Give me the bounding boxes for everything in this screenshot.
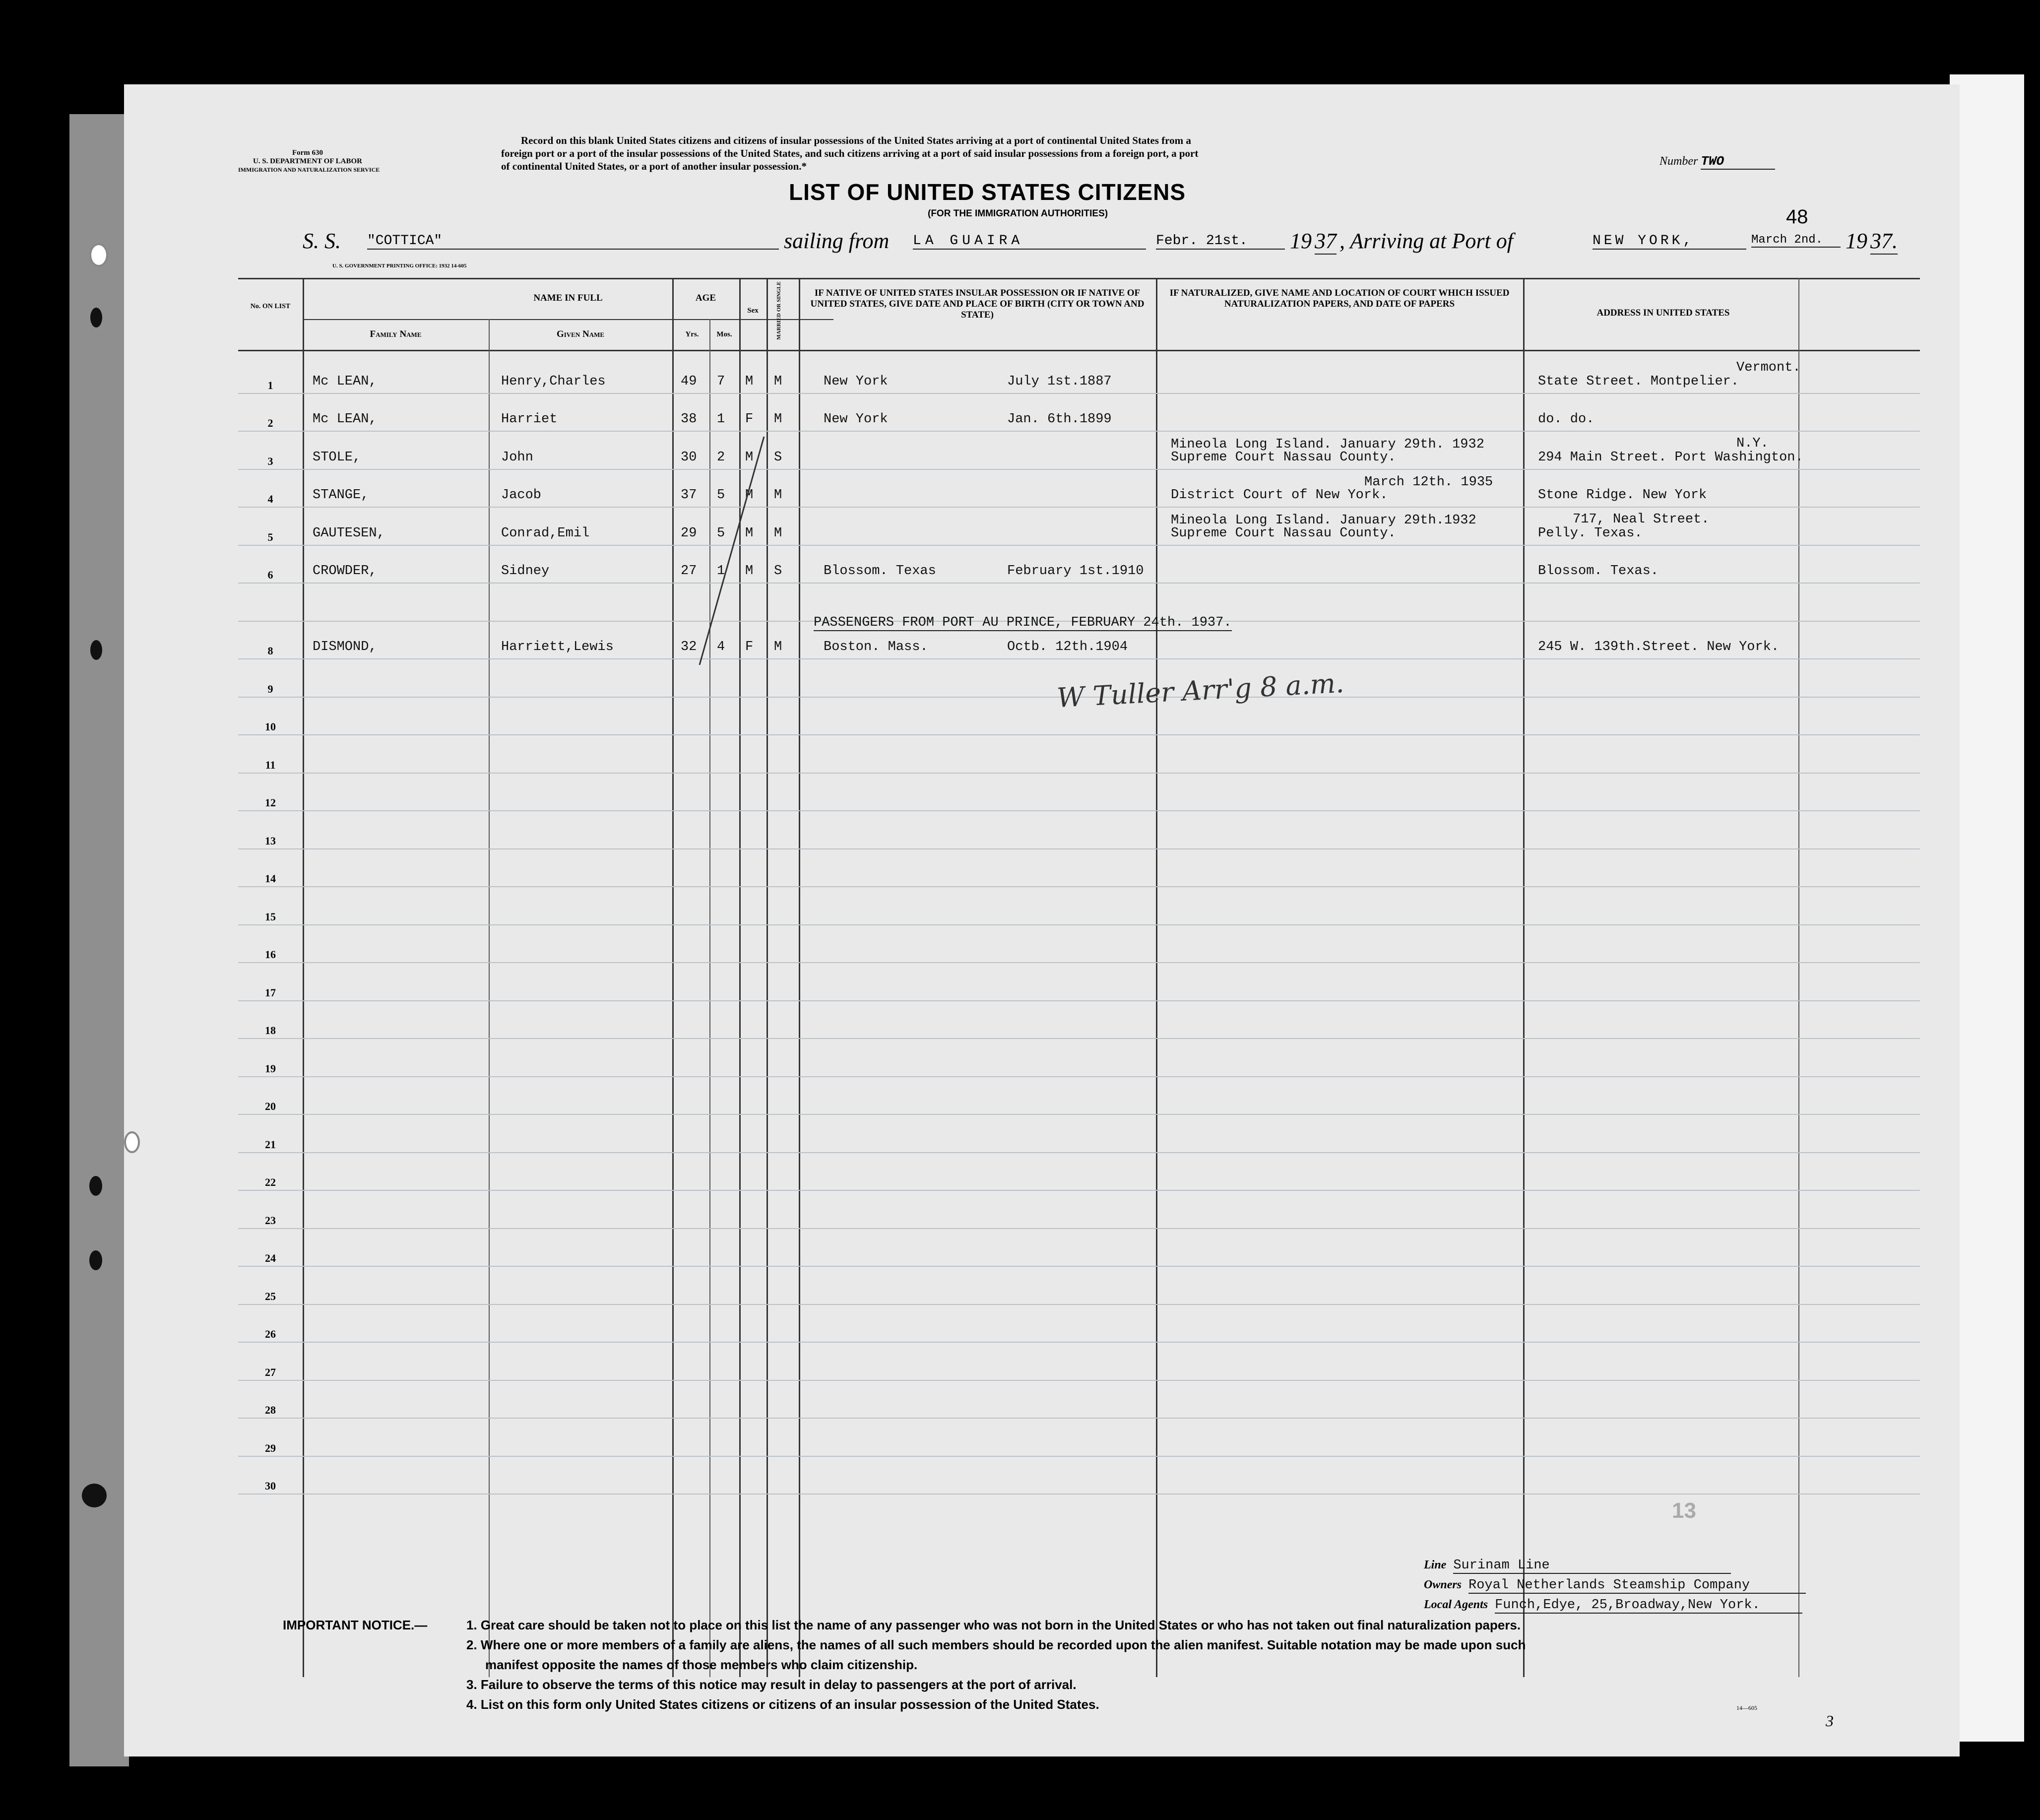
header-married-single: MARRIED OR SINGLE	[776, 281, 782, 340]
arrival-year: 37.	[1870, 228, 1898, 255]
binder-hole	[90, 308, 102, 327]
number-label: Number	[1659, 155, 1698, 168]
corner-mark: 3	[1826, 1712, 1834, 1730]
entry-mos: 2	[717, 450, 725, 465]
row-rule	[238, 962, 1920, 963]
row-rule	[238, 431, 1920, 432]
depart-date: Febr. 21st.	[1156, 233, 1285, 250]
entry-yrs: 37	[681, 488, 697, 503]
name-subheader-line	[303, 319, 833, 320]
notice-item: 4. List on this form only United States citizens or citizens of an insular possession of the United States.	[466, 1697, 1099, 1712]
entry-mos: 7	[717, 374, 725, 389]
row-number: 24	[265, 1252, 276, 1264]
row-rule	[238, 393, 1920, 394]
row-rule	[238, 1190, 1920, 1191]
arrival-date: March 2nd.	[1751, 233, 1841, 248]
row-number: 20	[265, 1100, 276, 1112]
row-rule	[238, 1494, 1920, 1495]
row-number: 16	[265, 948, 276, 961]
entry-nat2: District Court of New York.	[1171, 488, 1388, 503]
row-rule	[238, 1114, 1920, 1115]
entry-birth-date: Jan. 6th.1899	[1007, 412, 1112, 427]
entry-addr1: Vermont.	[1736, 360, 1801, 375]
entry-yrs: 32	[681, 640, 697, 654]
entry-sex: M	[745, 564, 754, 579]
entry-family: STOLE,	[313, 450, 361, 465]
entry-addr2: Stone Ridge. New York	[1538, 488, 1707, 503]
header-yrs: Yrs.	[685, 330, 699, 338]
entry-ms: M	[774, 412, 782, 427]
entry-ms: S	[774, 564, 782, 579]
owners-label: Owners	[1424, 1578, 1462, 1591]
entry-family: GAUTESEN,	[313, 525, 385, 541]
row-rule	[238, 469, 1920, 470]
stamp-number: 13	[1672, 1498, 1696, 1523]
row-number: 3	[267, 455, 273, 467]
row-number: 30	[265, 1480, 276, 1492]
notice-item: 1. Great care should be taken not to place on this list the name of any passenger who was not born in the United States or who has not taken out final naturalization papers.	[466, 1618, 1521, 1632]
entry-addr1: 717, Neal Street.	[1573, 512, 1710, 527]
ss-label: S. S.	[303, 229, 341, 253]
row-rule	[238, 1380, 1920, 1381]
row-rule	[238, 1266, 1920, 1267]
arrival-port: NEW YORK,	[1593, 233, 1746, 250]
instruction-line: foreign port or a port of the insular possessions of the United States, and such citizens arriving at a port of said insular possessions from a foreign port, a port	[501, 147, 1199, 159]
entry-family: DISMOND,	[313, 640, 377, 654]
row-number: 2	[267, 417, 273, 429]
handwritten-note: W Tuller Arr'g 8 a.m.	[1056, 667, 1345, 714]
arriving-label: , Arriving at Port of	[1339, 229, 1513, 253]
row-number: 4	[267, 493, 273, 505]
tick-marks	[695, 432, 769, 670]
manifest-page	[124, 84, 1960, 1756]
entry-sex: F	[745, 412, 754, 427]
col-divider	[799, 278, 800, 1677]
row-number: 29	[265, 1441, 276, 1454]
footer-agents	[1424, 1598, 1802, 1614]
entry-birth-date: Octb. 12th.1904	[1007, 640, 1128, 654]
header-naturalized: IF NATURALIZED, GIVE NAME AND LOCATION OF COURT WHICH ISSUED NATURALIZATION PAPERS, AND DATE OF PAPERS	[1169, 288, 1510, 309]
row-number: 9	[267, 682, 273, 695]
entry-ms: M	[774, 525, 782, 541]
entry-mos: 4	[717, 640, 725, 654]
row-rule	[238, 1342, 1920, 1343]
row-rule	[238, 507, 1920, 508]
entry-yrs: 27	[681, 564, 697, 579]
row-rule	[238, 1038, 1920, 1039]
page-title: LIST OF UNITED STATES CITIZENS	[789, 179, 1186, 205]
service: IMMIGRATION AND NATURALIZATION SERVICE	[238, 166, 380, 173]
row-number: 25	[265, 1290, 276, 1302]
header-sex: Sex	[747, 307, 759, 315]
row-number: 19	[265, 1062, 276, 1075]
depart-year: 37	[1315, 228, 1337, 255]
col-divider	[1156, 278, 1157, 1677]
entry-yrs: 49	[681, 374, 697, 389]
header-birth: IF NATIVE OF UNITED STATES INSULAR POSSESSION OR IF NATIVE OF UNITED STATES, GIVE DATE AND PLACE OF BIRTH (CITY OR TOWN AND STATE)	[810, 288, 1145, 320]
entry-family: Mc LEAN,	[313, 374, 377, 389]
entry-yrs: 38	[681, 412, 697, 427]
row-number: 22	[265, 1176, 276, 1188]
sailing-from: LA GUAIRA	[913, 233, 1146, 250]
binder-hole	[124, 1131, 140, 1153]
line-label: Line	[1424, 1559, 1447, 1571]
entry-given: Sidney	[501, 564, 550, 579]
entry-nat2: Supreme Court Nassau County.	[1171, 450, 1396, 465]
sheet-number: 48	[1786, 206, 1808, 228]
header-bottom-border	[238, 350, 1920, 351]
depart-year-prefix: 19	[1290, 229, 1312, 253]
entry-given: Henry,Charles	[501, 374, 606, 389]
entry-birth-date: February 1st.1910	[1007, 564, 1144, 579]
entry-sex: M	[745, 525, 754, 541]
entry-mos: 5	[717, 488, 725, 503]
agents-value: Funch,Edye, 25,Broadway,New York.	[1495, 1598, 1802, 1614]
row-rule	[238, 1076, 1920, 1077]
form-id-block	[238, 149, 380, 174]
row-number: 13	[265, 834, 276, 847]
entry-addr2: Blossom. Texas.	[1538, 564, 1659, 579]
line-value: Surinam Line	[1453, 1558, 1731, 1574]
arrival-year-prefix: 19	[1846, 229, 1867, 253]
entry-nat2: Supreme Court Nassau County.	[1171, 525, 1396, 541]
row-rule	[238, 1418, 1920, 1419]
binder-hole	[90, 640, 102, 660]
row-rule	[238, 1000, 1920, 1001]
entry-given: Conrad,Emil	[501, 525, 590, 541]
row-rule	[238, 810, 1920, 811]
page-subtitle: (FOR THE IMMIGRATION AUTHORITIES)	[928, 208, 1108, 219]
row-number: 21	[265, 1138, 276, 1151]
entry-addr2: State Street. Montpelier.	[1538, 374, 1739, 389]
entry-family: STANGE,	[313, 488, 369, 503]
header-name-in-full: NAME IN FULL	[533, 293, 603, 303]
row-rule	[238, 583, 1920, 584]
row-number: 17	[265, 986, 276, 999]
entry-given: John	[501, 450, 533, 465]
row-rule	[238, 848, 1920, 849]
row-rule	[238, 1152, 1920, 1153]
row-rule	[238, 545, 1920, 546]
col-divider	[489, 319, 490, 1677]
entry-yrs: 30	[681, 450, 697, 465]
entry-birth-place: Boston. Mass.	[824, 640, 928, 654]
entry-birth-place: Blossom. Texas	[824, 564, 936, 579]
row-number: 8	[267, 645, 273, 657]
form-code: 14—605	[1736, 1704, 1757, 1711]
row-rule	[238, 924, 1920, 925]
row-rule	[238, 734, 1920, 735]
entry-birth-place: New York	[824, 412, 888, 427]
binder-hole	[82, 1484, 107, 1507]
row-number: 27	[265, 1365, 276, 1378]
header-age: AGE	[695, 293, 716, 303]
entry-given: Harriett,Lewis	[501, 640, 614, 654]
entry-mos: 5	[717, 525, 725, 541]
adjacent-page-edge	[1950, 74, 2024, 1742]
binder-hole	[89, 1250, 102, 1270]
form-number: Form 630	[292, 149, 323, 157]
entry-sex: F	[745, 640, 754, 654]
backing-sheet	[69, 114, 129, 1766]
row-rule	[238, 1456, 1920, 1457]
row-rule	[238, 886, 1920, 887]
owners-value: Royal Netherlands Steamship Company	[1468, 1578, 1806, 1594]
entry-mos: 1	[717, 412, 725, 427]
row-rule	[238, 658, 1920, 659]
entry-birth-place: New York	[824, 374, 888, 389]
table-top-border	[238, 278, 1920, 279]
entry-nat1: Mineola Long Island. January 29th. 1932	[1171, 437, 1484, 452]
col-divider	[303, 278, 304, 1677]
instruction-line: of continental United States, or a port of another insular possession.*	[501, 160, 807, 172]
row-number: 15	[265, 910, 276, 923]
header-family-name: Family Name	[370, 329, 422, 339]
header-address: ADDRESS IN UNITED STATES	[1596, 308, 1730, 318]
department: U. S. DEPARTMENT OF LABOR	[253, 157, 363, 165]
instructions	[501, 134, 1198, 173]
row-rule	[238, 1304, 1920, 1305]
row-number: 18	[265, 1024, 276, 1037]
header-given-name: Given Name	[556, 329, 605, 339]
row-number: 10	[265, 720, 276, 733]
col-divider	[1798, 278, 1799, 1677]
row-number: 1	[267, 379, 273, 391]
header-mos: Mos.	[716, 330, 732, 338]
row-number: 5	[267, 530, 273, 543]
entry-nat1: Mineola Long Island. January 29th.1932	[1171, 513, 1476, 528]
printer-note: U. S. GOVERNMENT PRINTING OFFICE: 1932 14-605	[332, 263, 467, 269]
number-field	[1659, 154, 1775, 170]
entry-given: Harriet	[501, 412, 558, 427]
row-number: 28	[265, 1404, 276, 1416]
row-number: 26	[265, 1328, 276, 1340]
entry-family: CROWDER,	[313, 564, 377, 579]
ship-name: "COTTICA"	[367, 233, 779, 250]
entry-addr2: Pelly. Texas.	[1538, 525, 1643, 541]
number-value: TWO	[1701, 154, 1775, 170]
entry-ms: S	[774, 450, 782, 465]
entry-birth-date: July 1st.1887	[1007, 374, 1112, 389]
row-number: 23	[265, 1214, 276, 1227]
col-divider	[1523, 278, 1525, 1677]
row-number: 14	[265, 872, 276, 885]
entry-ms: M	[774, 488, 782, 503]
sailing-label: sailing from	[784, 229, 890, 253]
notice-item: 2. Where one or more members of a family are aliens, the names of all such members should be recorded upon the alien manifest. Suitable notation may be made upon such	[466, 1637, 1526, 1652]
header-no-on-list: No. ON LIST	[250, 303, 291, 310]
entry-family: Mc LEAN,	[313, 412, 377, 427]
entry-yrs: 29	[681, 525, 697, 541]
binder-hole	[89, 243, 108, 267]
entry-sex: M	[745, 374, 754, 389]
notice-list	[466, 1615, 1526, 1714]
entry-sex: M	[745, 450, 754, 465]
agents-label: Local Agents	[1424, 1598, 1488, 1611]
entry-ms: M	[774, 374, 782, 389]
entry-given: Jacob	[501, 488, 542, 503]
row-number: 11	[265, 758, 276, 771]
entry-sex: M	[745, 488, 754, 503]
instruction-line: Record on this blank United States citizens and citizens of insular possessions of the United States arriving at a port of continental United States from a	[521, 134, 1191, 146]
entry-addr2: 245 W. 139th.Street. New York.	[1538, 640, 1780, 654]
col-divider	[672, 278, 674, 1677]
row-number: 6	[267, 569, 273, 581]
entry-addr2: 294 Main Street. Port Washington.	[1538, 450, 1803, 465]
entry-nat1: March 12th. 1935	[1364, 475, 1493, 490]
notice-heading: IMPORTANT NOTICE.—	[283, 1618, 428, 1632]
entry-ms: M	[774, 640, 782, 654]
row-number: 12	[265, 796, 276, 809]
notice-item: 3. Failure to observe the terms of this notice may result in delay to passengers at the port of arrival.	[466, 1677, 1077, 1692]
row-rule	[238, 773, 1920, 774]
footer-line	[1424, 1558, 1731, 1574]
row-rule	[238, 1228, 1920, 1229]
notice-item: manifest opposite the names of those members who claim citizenship.	[485, 1657, 918, 1672]
entry-mos: 1	[717, 564, 725, 579]
binder-hole	[89, 1176, 102, 1196]
passengers-note: PASSENGERS FROM PORT AU PRINCE, FEBRUARY 24th. 1937.	[814, 615, 1232, 630]
entry-addr1: N.Y.	[1736, 436, 1769, 451]
footer-owners	[1424, 1578, 1806, 1594]
entry-addr2: do. do.	[1538, 412, 1594, 427]
